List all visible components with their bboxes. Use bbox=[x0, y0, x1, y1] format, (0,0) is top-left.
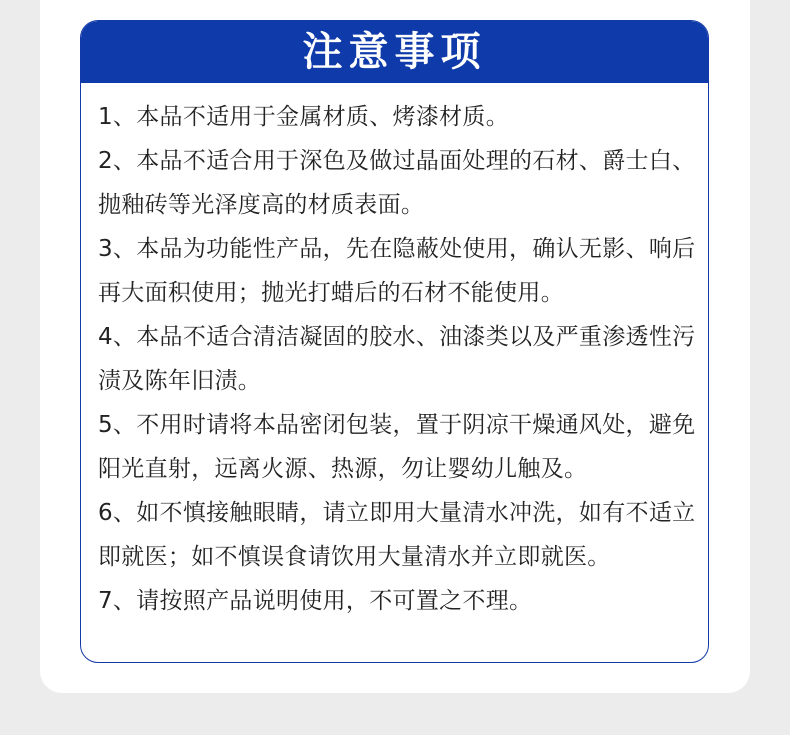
notice-box bbox=[80, 20, 709, 663]
notice-item-2: 2、本品不适合用于深色及做过晶面处理的石材、爵士白、抛釉砖等光泽度高的材质表面。 bbox=[98, 148, 696, 218]
notice-item-5: 5、不用时请将本品密闭包装，置于阴凉干燥通风处，避免阳光直射，远离火源、热源，勿让婴幼儿触及。 bbox=[98, 412, 696, 482]
notice-item-3: 3、本品为功能性产品，先在隐蔽处使用，确认无影、响后再大面积使用；抛光打蜡后的石材不能使用。 bbox=[98, 236, 696, 306]
notice-item-1: 1、本品不适用于金属材质、烤漆材质。 bbox=[98, 104, 510, 130]
notice-item-6: 6、如不慎接触眼睛，请立即用大量清水冲洗，如有不适立即就医；如不慎误食请饮用大量清水并立即就医。 bbox=[98, 500, 696, 570]
notice-item-7: 7、请按照产品说明使用，不可置之不理。 bbox=[98, 588, 533, 614]
notice-header bbox=[81, 21, 708, 83]
notice-item-4: 4、本品不适合清洁凝固的胶水、油漆类以及严重渗透性污渍及陈年旧渍。 bbox=[98, 324, 696, 394]
notice-list bbox=[98, 95, 698, 623]
notice-title: 注意事项 bbox=[302, 29, 487, 75]
